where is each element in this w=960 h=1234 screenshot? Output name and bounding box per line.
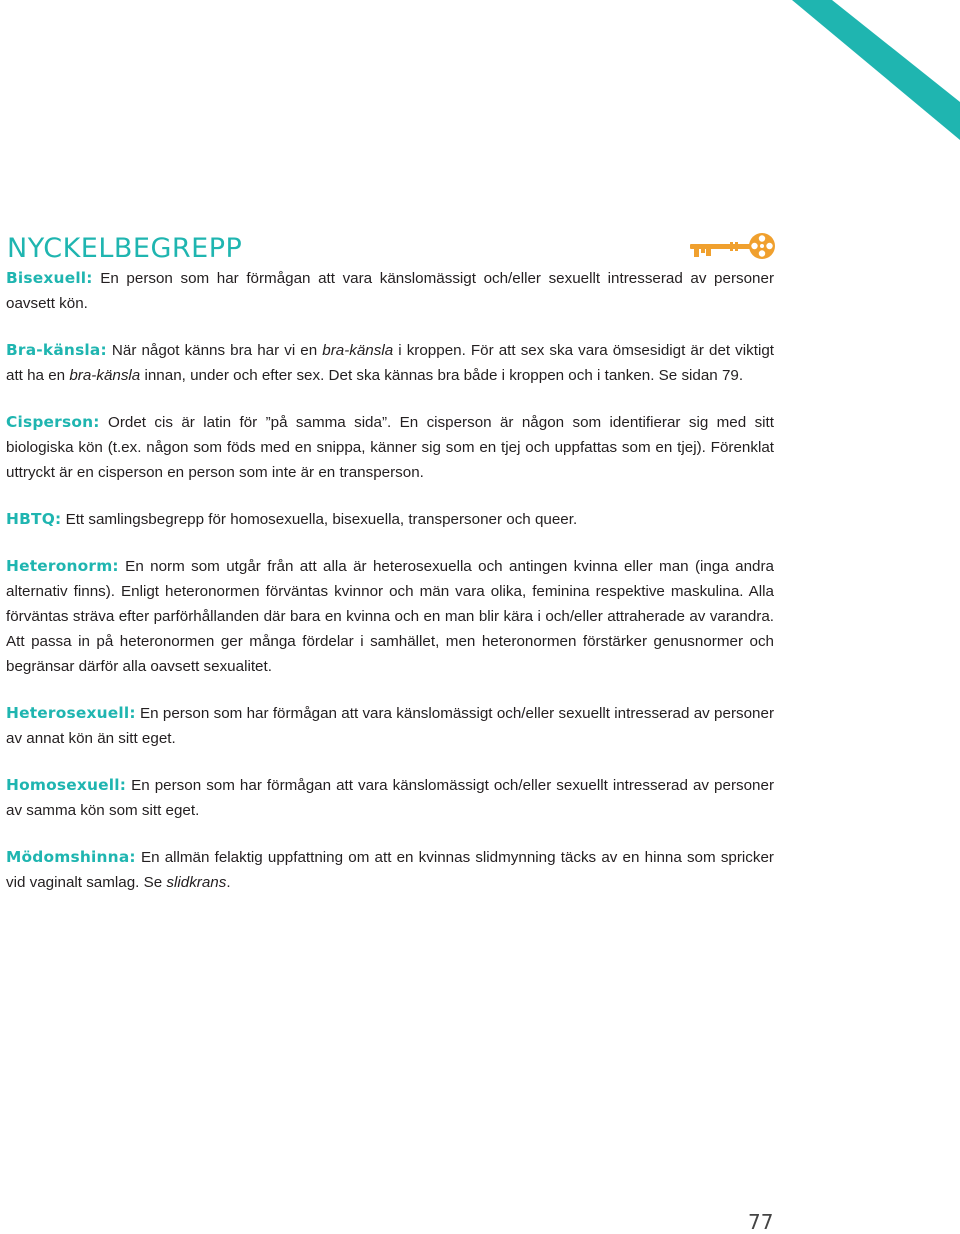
glossary-entry — [6, 701, 774, 751]
key-icon — [690, 230, 776, 262]
glossary-entry — [6, 410, 774, 485]
glossary-entry — [6, 338, 774, 388]
definition-text: En person som har förmågan att vara känslomässigt och/eller sexuellt intresserad av personer av annat kön än sitt eget. — [6, 705, 774, 747]
glossary-entry — [6, 845, 774, 895]
page-number: 77 — [748, 1210, 774, 1234]
corner-decoration — [790, 0, 960, 140]
glossary-term: Bra-känsla: — [6, 341, 107, 359]
glossary-entry — [6, 773, 774, 823]
emphasized-term: bra-känsla — [69, 367, 141, 384]
definition-text: . — [226, 874, 231, 891]
glossary-entry — [6, 507, 774, 532]
emphasized-term: slidkrans — [166, 874, 227, 891]
definition-text: Ett samlingsbegrepp för homosexuella, bisexuella, transpersoner och queer. — [61, 511, 578, 528]
definition-text: i kroppen. För att sex ska vara ömsesidigt är det viktigt att ha en — [6, 342, 775, 384]
glossary-term: Mödomshinna: — [6, 848, 136, 866]
glossary-term: Cisperson: — [6, 413, 100, 431]
definition-text: En person som har förmågan att vara känslomässigt och/eller sexuellt intresserad av personer oavsett kön. — [6, 270, 774, 312]
glossary-entry — [6, 554, 774, 679]
definition-text: En norm som utgår från att alla är heterosexuella och antingen kvinna eller man (inga andra alternativ finns). Enligt heteronormen förväntas kvinnor och män vara olika, feminina respektive maskulina. Alla förväntas sträva efter parförhållanden där bara en kvinna och en man blir kära i och/eller attraherade av varandra. Att passa in på heteronormen ger många fördelar i samhället, men heteronormen förstärker genusnormer och begränsar därför alla oavsett sexualitet. — [6, 558, 774, 675]
glossary-term: HBTQ: — [6, 510, 62, 528]
definition-text: När något känns bra har vi en — [106, 342, 323, 359]
glossary-list — [6, 266, 774, 917]
glossary-term: Heteronorm: — [6, 557, 119, 575]
definition-text: Ordet cis är latin för ”på samma sida”. En cisperson är någon som identifierar sig med sitt biologiska kön (t.ex. någon som föds med en snippa, känner sig som en tjej och uppfattas som en tjej). Förenklat uttryckt är en cisperson en person som inte är en transperson. — [6, 414, 774, 481]
page-title: NYCKELBEGREPP — [7, 233, 243, 264]
definition-text: En person som har förmågan att vara känslomässigt och/eller sexuellt intresserad av personer av samma kön som sitt eget. — [6, 777, 774, 819]
definition-text: innan, under och efter sex. Det ska kännas bra både i kroppen och i tanken. Se sidan 79. — [140, 367, 744, 384]
definition-text: En allmän felaktig uppfattning om att en kvinnas slidmynning täcks av en hinna som spricker vid vaginalt samlag. Se — [6, 849, 774, 891]
glossary-term: Bisexuell: — [6, 269, 93, 287]
glossary-term: Heterosexuell: — [6, 704, 136, 722]
glossary-term: Homosexuell: — [6, 776, 127, 794]
glossary-entry — [6, 266, 774, 316]
emphasized-term: bra-känsla — [322, 342, 394, 359]
